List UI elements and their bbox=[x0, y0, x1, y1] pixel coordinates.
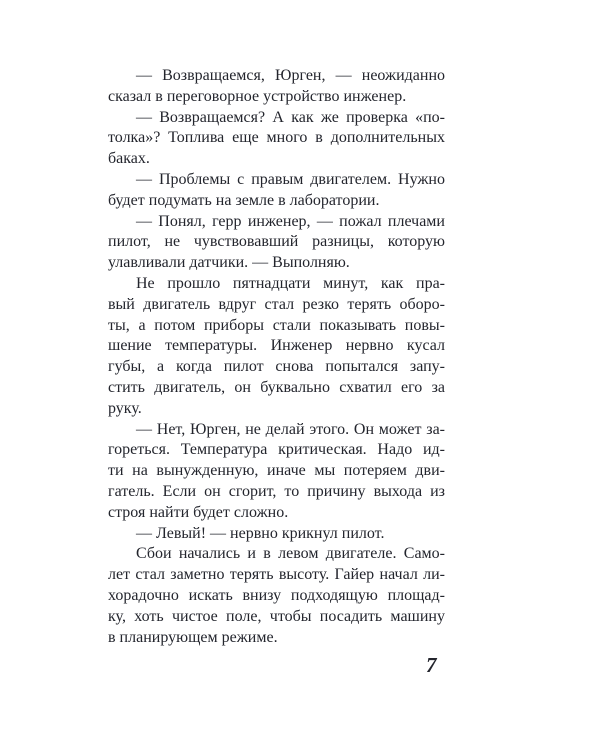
paragraph bbox=[108, 212, 445, 274]
paragraph bbox=[108, 420, 445, 524]
text-line: Сбои начались и в левом двигателе. Само- bbox=[136, 545, 445, 563]
text-line: ку, хоть чистое поле, чтобы посадить машину bbox=[108, 607, 445, 625]
text-line: — Понял, герр инженер, — пожал плечами bbox=[136, 212, 445, 230]
text-line: — Проблемы с правым двигателем. Нужно bbox=[136, 170, 445, 188]
text-line: ти на вынужденную, иначе мы потеряем дви- bbox=[108, 462, 445, 480]
text-line: — Левый! — нервно крикнул пилот. bbox=[136, 524, 385, 542]
text-line: улавливали датчики. — Выполняю. bbox=[108, 254, 350, 272]
text-line: вый двигатель вдруг стал резко терять оборо- bbox=[108, 295, 445, 313]
text-line: — Нет, Юрген, не делай этого. Он может за- bbox=[136, 420, 445, 438]
text-line: хорадочно искать внизу подходящую площад- bbox=[108, 586, 445, 604]
page-number: 7 bbox=[426, 653, 437, 677]
paragraph bbox=[108, 274, 445, 420]
text-line: — Возвращаемся, Юрген, — неожиданно bbox=[136, 67, 445, 84]
paragraph bbox=[108, 66, 445, 108]
text-line: строя найти будет сложно. bbox=[108, 503, 289, 521]
paragraph bbox=[108, 108, 445, 170]
text-line: будет подумать на земле в лаборатории. bbox=[108, 191, 380, 209]
paragraph bbox=[108, 170, 445, 212]
paragraph bbox=[108, 544, 445, 648]
text-line: Не прошло пятнадцати минут, как пра- bbox=[136, 274, 445, 292]
text-line: руку. bbox=[108, 399, 142, 417]
text-line: пилот, не чувствовавший разницы, которую bbox=[108, 233, 445, 251]
page-text bbox=[108, 66, 445, 648]
text-line: шение температуры. Инженер нервно кусал bbox=[108, 337, 445, 355]
text-line: гореться. Температура критическая. Надо ид- bbox=[108, 441, 445, 459]
text-line: сказал в переговорное устройство инженер. bbox=[108, 87, 407, 105]
paragraph bbox=[108, 524, 445, 545]
text-line: стить двигатель, он буквально схватил его за bbox=[108, 378, 445, 396]
text-line: лет стал заметно терять высоту. Гайер начал ли- bbox=[108, 566, 445, 584]
text-line: губы, а когда пилот снова попытался запу- bbox=[108, 358, 445, 376]
text-line: гатель. Если он сгорит, то причину выхода из bbox=[108, 482, 445, 500]
text-line: толка»? Топлива еще много в дополнительных bbox=[108, 129, 445, 147]
text-line: ты, а потом приборы стали показывать повы- bbox=[108, 316, 445, 334]
text-line: баках. bbox=[108, 150, 150, 168]
text-line: — Возвращаемся? А как же проверка «по- bbox=[136, 108, 445, 126]
text-line: в планирующем режиме. bbox=[108, 628, 278, 646]
